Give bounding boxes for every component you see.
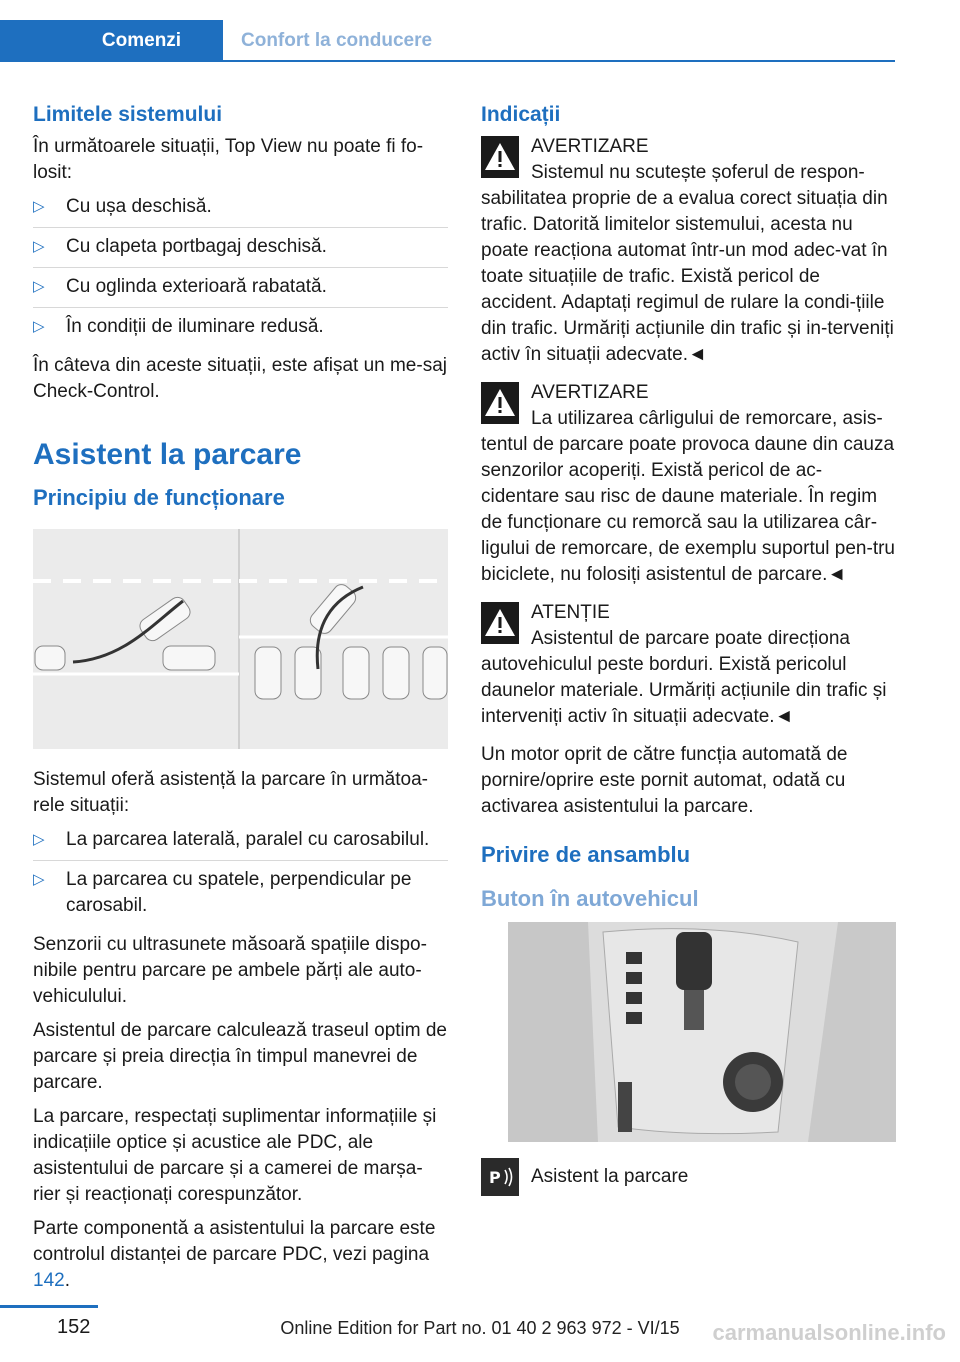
list-item: ▷ Cu clapeta portbagaj deschisă. <box>33 234 448 268</box>
warning-icon <box>481 136 519 178</box>
page-number: 152 <box>57 1316 91 1338</box>
svg-text:P: P <box>489 1168 501 1187</box>
paragraph-motor: Un motor oprit de către funcția automată de pornire/oprire este pornit automat, odată cu activarea asistentului la parcare. <box>481 744 848 817</box>
paragraph-pdc: La parcare, respectați suplimentar informațiile și indicațiile optice și acustice ale PDC, ale asistentului de parcare și a camerei de marșa-rier și reacționați corespunzător. <box>33 1106 437 1205</box>
list-item: ▷ Cu oglinda exterioară rabatată. <box>33 274 448 308</box>
component-suffix: . <box>64 1270 70 1291</box>
list-item: ▷ Cu ușa deschisă. <box>33 194 448 228</box>
footer-divider <box>0 1305 98 1308</box>
assist-list <box>33 827 448 926</box>
limits-list <box>33 194 448 347</box>
warning-block <box>481 134 896 368</box>
warning-icon <box>481 382 519 424</box>
paragraph-sensors: Senzorii cu ultrasunete măsoară spațiile dispo-nibile pentru parcare pe ambele părți ale auto-vehiculului. <box>33 934 427 1007</box>
assist-intro: Sistemul oferă asistență la parcare în următoa-rele situații: <box>33 769 428 816</box>
edition-text: Online Edition for Part no. 01 40 2 963 972 - VI/15 <box>280 1318 680 1338</box>
warning-text: La utilizarea cârligului de remorcare, asis-tentul de parcare poate provoca daune din cauza senzorilor acoperiți. Există pericol de ac-cidentare sau risc de daune materiale. În regim de funcționare cu remorcă sau la utilizarea câr-ligului de remorcare, de exemplu suportul pen-tru biciclete, nu folosiți asistentul de parcare.◄ <box>481 408 895 585</box>
limits-outro: În câteva din aceste situații, este afișat un me-saj Check-Control. <box>33 355 447 402</box>
left-column <box>33 100 448 1302</box>
parking-illustration <box>33 529 448 749</box>
button-legend <box>481 1158 896 1196</box>
button-title: Buton în autovehicul <box>481 886 699 911</box>
paragraph-component <box>33 1216 448 1294</box>
list-item: ▷ La parcarea laterală, paralel cu carosabilul. <box>33 827 448 861</box>
warning-block <box>481 380 896 588</box>
caution-text: Asistentul de parcare poate direcționa autovehiculul peste borduri. Există pericolul daunelor materiale. Urmăriți acțiunile din trafic și interveniți activ în situații adecvate.◄ <box>481 628 887 727</box>
tab-confort[interactable]: Confort la conducere <box>241 30 433 51</box>
list-item: ▷ La parcarea cu spatele, perpendicular pe carosabil. <box>33 867 448 926</box>
warning-heading: AVERTIZARE <box>531 382 649 403</box>
page-link[interactable]: 142 <box>33 1270 65 1291</box>
list-item: ▷ În condiții de iluminare redusă. <box>33 314 448 347</box>
parking-diagram-image <box>33 529 448 749</box>
caution-icon <box>481 602 519 644</box>
overview-title: Privire de ansamblu <box>481 842 691 867</box>
warning-text: Sistemul nu scutește șoferul de respon-sabilitatea proprie de a evalua corect situația din trafic. Datorită limitelor sistemului, acesta nu poate reacționa automat într-un mod adec-vat în toate situațiile de trafic. Există pericol de accident. Adaptați regimul de rulare la condi-țiile din trafic. Urmăriți acțiunile din trafic și in-terveniți activ în situații adecvate.◄ <box>481 162 894 365</box>
button-label: Asistent la parcare <box>531 1166 689 1187</box>
header-tabs <box>0 0 895 62</box>
console-image <box>508 922 896 1142</box>
console-photo <box>508 922 896 1142</box>
caution-heading: ATENȚIE <box>531 602 610 623</box>
parking-assist-icon <box>481 1158 519 1196</box>
paragraph-route: Asistentul de parcare calculează traseul optim de parcare și preia direcția în timpul manevrei de parcare. <box>33 1020 448 1093</box>
header-divider <box>0 60 895 62</box>
limits-intro: În următoarele situații, Top View nu poate fi fo-losit: <box>33 136 424 183</box>
indications-title: Indicații <box>481 103 561 126</box>
principle-title: Principiu de funcționare <box>33 485 285 510</box>
tab-comenzi[interactable]: Comenzi <box>0 20 223 62</box>
limits-title: Limitele sistemului <box>33 103 223 126</box>
right-column <box>481 100 896 1196</box>
warning-heading: AVERTIZARE <box>531 136 649 157</box>
caution-block <box>481 600 896 730</box>
watermark: carmanualsonline.info <box>712 1320 946 1345</box>
component-text: Parte componentă a asistentului la parcare este controlul distanței de parcare PDC, vezi pagina <box>33 1218 436 1265</box>
section-title: Asistent la parcare <box>33 438 302 471</box>
